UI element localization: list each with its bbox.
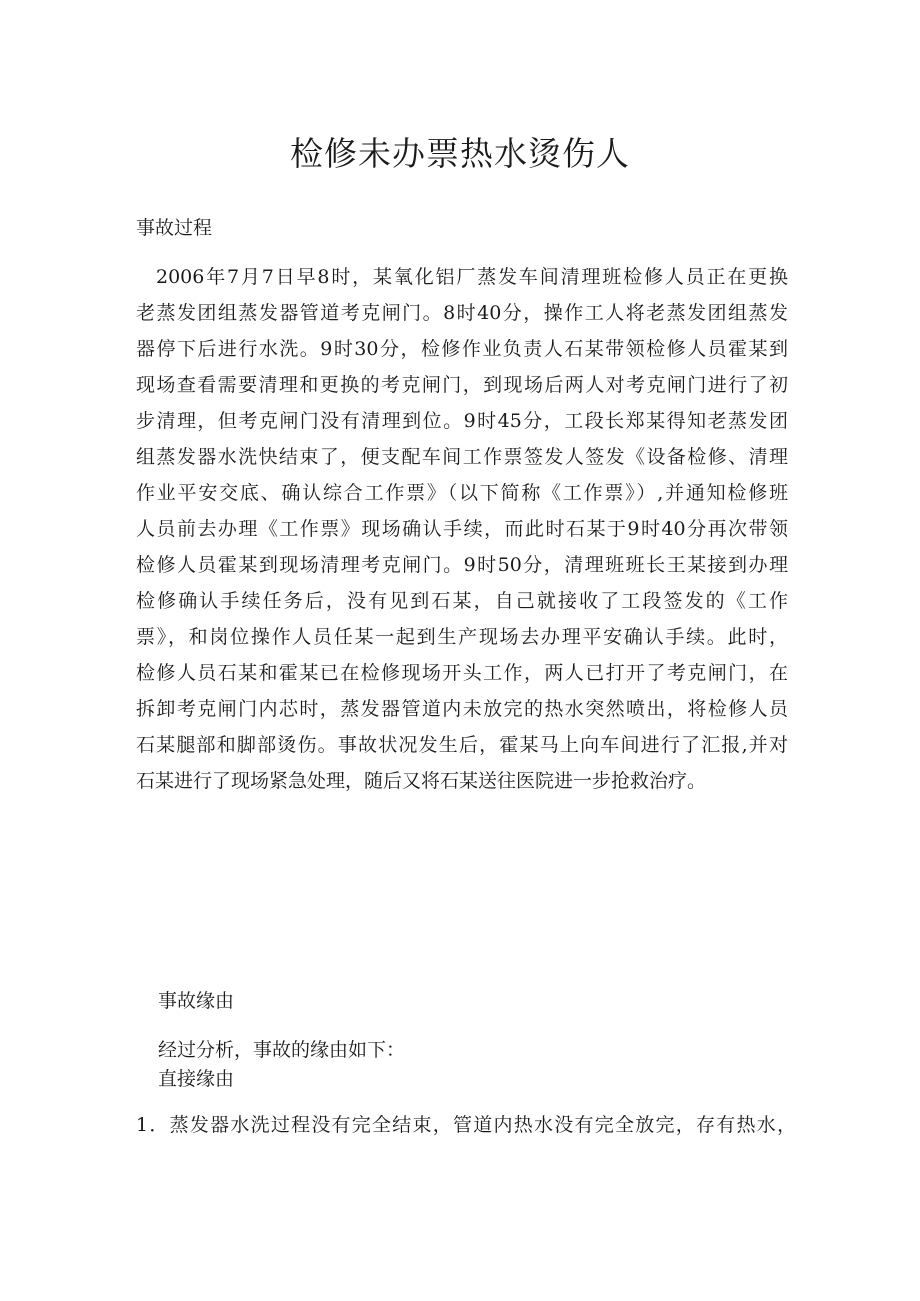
paragraph-line: 石某腿部和脚部烫伤。事故状况发生后，霍某马上向车间进行了汇报,并对 xyxy=(136,734,788,756)
paragraph-line: 2006年7月7日早8时，某氧化铝厂蒸发车间清理班检修人员正在更换 xyxy=(156,266,788,288)
paragraph-line: 检修确认手续任务后，没有见到石某，自己就接收了工段签发的《工作 xyxy=(136,590,788,612)
section-heading-process: 事故过程 xyxy=(136,217,213,239)
section-heading-direct-cause: 直接缘由 xyxy=(158,1068,235,1090)
section-heading-cause: 事故缘由 xyxy=(158,990,235,1012)
paragraph-line: 器停下后进行水洗。9时30分，检修作业负责人石某带领检修人员霍某到 xyxy=(136,338,788,360)
paragraph-line: 组蒸发器水洗快结束了，便支配车间工作票签发人签发《设备检修、清理 xyxy=(136,446,788,468)
paragraph-line: 人员前去办理《工作票》现场确认手续，而此时石某于9时40分再次带领 xyxy=(136,518,788,540)
paragraph-line: 步清理，但考克闸门没有清理到位。9时45分，工段长郑某得知老蒸发团 xyxy=(136,410,788,432)
document-title: 检修未办票热水烫伤人 xyxy=(290,134,630,173)
paragraph-line: 石某进行了现场紧急处理，随后又将石某送往医院进一步抢救治疗。 xyxy=(136,770,707,792)
process-paragraph xyxy=(136,259,788,799)
paragraph-line: 检修人员霍某到现场清理考克闸门。9时50分，清理班班长王某接到办理 xyxy=(136,554,788,576)
cause-item-1: 1．蒸发器水洗过程没有完全结束，管道内热水没有完全放完，存有热水， xyxy=(136,1114,796,1136)
paragraph-line: 作业平安交底、确认综合工作票》（以下简称《工作票》）,并通知检修班 xyxy=(136,482,788,504)
paragraph-line: 检修人员石某和霍某已在检修现场开头工作，两人已打开了考克闸门，在 xyxy=(136,662,788,684)
paragraph-line: 老蒸发团组蒸发器管道考克闸门。8时40分，操作工人将老蒸发团组蒸发 xyxy=(136,302,788,324)
paragraph-line: 票》，和岗位操作人员任某一起到生产现场去办理平安确认手续。此时， xyxy=(136,626,788,648)
cause-intro: 经过分析，事故的缘由如下： xyxy=(158,1039,406,1061)
paragraph-line: 拆卸考克闸门内芯时，蒸发器管道内未放完的热水突然喷出，将检修人员 xyxy=(136,698,788,720)
paragraph-line: 现场查看需要清理和更换的考克闸门，到现场后两人对考克闸门进行了初 xyxy=(136,374,788,396)
